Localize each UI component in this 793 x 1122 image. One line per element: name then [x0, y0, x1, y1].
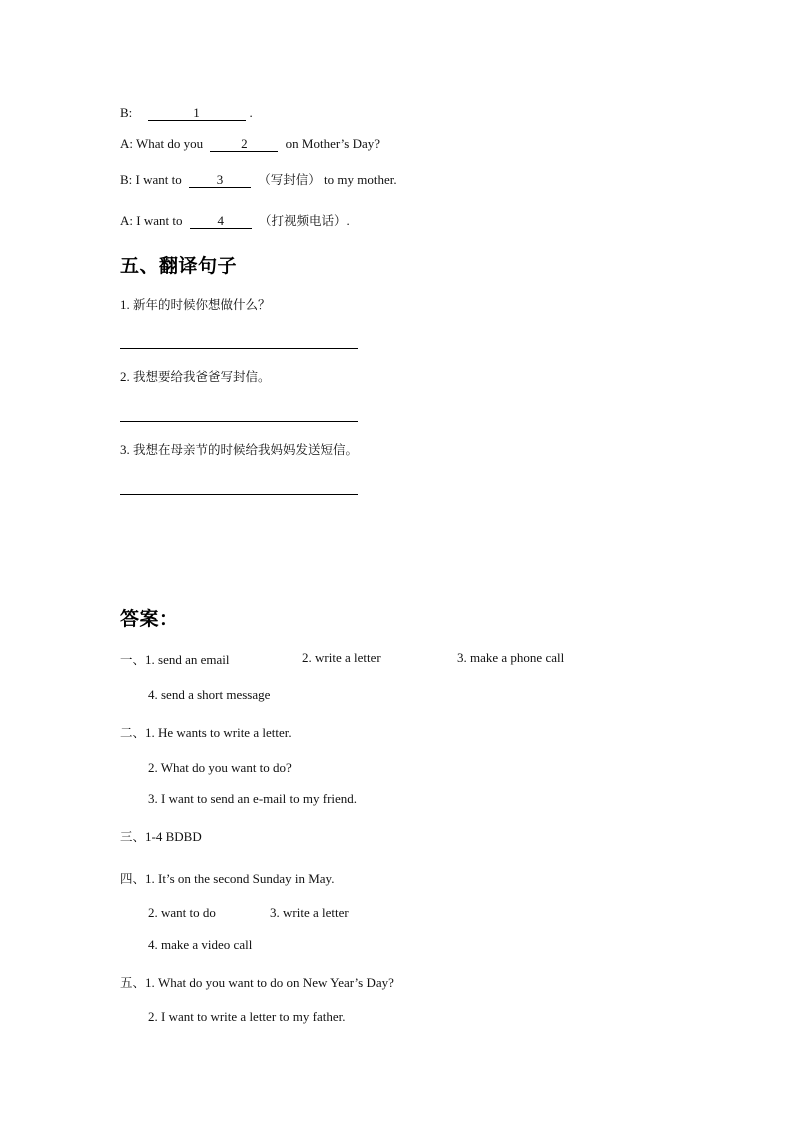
section-prefix: 一、 — [120, 652, 146, 667]
item-text: 我想要给我爸爸写封信。 — [133, 369, 271, 384]
answer-text: 1. It’s on the second Sunday in May. — [145, 871, 335, 886]
speaker: A: — [120, 213, 133, 228]
answer-s4-3: 3. write a letter — [270, 905, 349, 920]
answer-s1-3: 3. make a phone call — [457, 650, 565, 665]
speaker: B: — [120, 105, 133, 120]
punctuation: . — [249, 105, 253, 120]
answer-s5-2: 2. I want to write a letter to my father. — [148, 1009, 346, 1024]
answer-text: 1. What do you want to do on New Year’s Day? — [145, 975, 394, 990]
blank-1[interactable]: 1 — [148, 106, 246, 121]
punctuation: . — [346, 213, 350, 228]
answer-line-3[interactable] — [120, 494, 358, 495]
answer-s5-row1 — [120, 973, 394, 991]
section-prefix: 四、 — [120, 871, 146, 886]
answer-s4-row1 — [120, 869, 334, 887]
blank-3[interactable]: 3 — [189, 173, 251, 188]
answer-s3-row1 — [120, 827, 202, 845]
dialogue-line-4 — [120, 213, 350, 229]
text-after: to my mother. — [324, 172, 397, 187]
answer-s1-2: 2. write a letter — [302, 650, 381, 665]
item-text: 我想在母亲节的时候给我妈妈发送短信。 — [133, 442, 359, 457]
item-text: 新年的时候你想做什么？ — [133, 297, 271, 312]
translate-item-3 — [120, 442, 358, 458]
answer-line-1[interactable] — [120, 348, 358, 349]
hint: （打视频电话） — [258, 213, 347, 228]
section-prefix: 五、 — [120, 975, 146, 990]
answer-text: 1. He wants to write a letter. — [145, 725, 292, 740]
blank-2[interactable]: 2 — [210, 137, 278, 152]
answer-s2-3: 3. I want to send an e-mail to my friend. — [148, 791, 358, 806]
answer-s4-2: 2. want to do — [148, 905, 216, 920]
answer-s4-4: 4. make a video call — [148, 937, 253, 952]
item-number: 1. — [120, 297, 130, 312]
answer-line-2[interactable] — [120, 421, 358, 422]
answer-s2-row1 — [120, 723, 292, 741]
answer-s1-row1 — [120, 650, 230, 668]
dialogue-line-2 — [120, 136, 380, 152]
hint: （写封信） — [258, 172, 321, 187]
section-prefix: 二、 — [120, 725, 146, 740]
blank-4[interactable]: 4 — [190, 214, 252, 229]
item-number: 3. — [120, 442, 130, 457]
text-before: I want to — [135, 172, 182, 187]
dialogue-line-3 — [120, 172, 397, 188]
text-before: I want to — [136, 213, 183, 228]
answer-s2-2: 2. What do you want to do? — [148, 760, 292, 775]
dialogue-line-1 — [120, 105, 253, 121]
speaker: B: — [120, 172, 133, 187]
answer-s1-4: 4. send a short message — [148, 687, 271, 702]
text-before: What do you — [136, 136, 204, 151]
translate-item-2 — [120, 369, 271, 385]
section-title: 五、翻译句子 — [120, 255, 238, 277]
answers-title: 答案： — [120, 608, 179, 630]
answer-text: 1-4 BDBD — [145, 829, 202, 844]
translate-item-1 — [120, 297, 271, 313]
text-after: on Mother’s Day? — [285, 136, 381, 151]
section-prefix: 三、 — [120, 829, 146, 844]
speaker: A: — [120, 136, 133, 151]
answer-text: 1. send an email — [145, 652, 230, 667]
item-number: 2. — [120, 369, 130, 384]
